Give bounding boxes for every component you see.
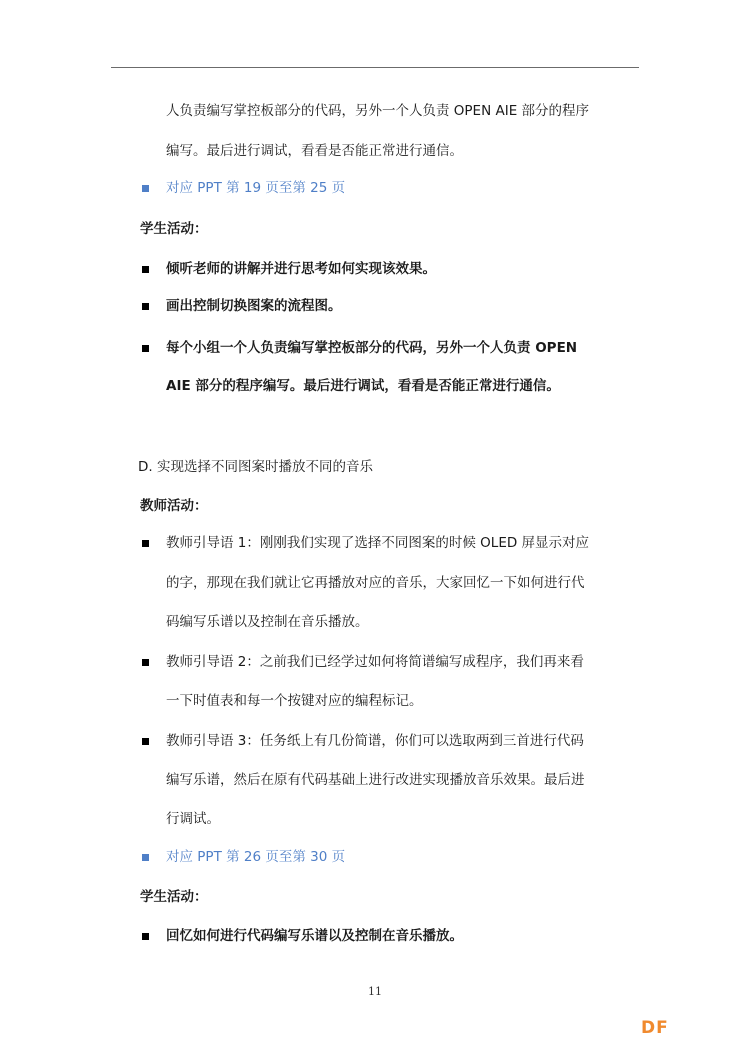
bullet-square-icon xyxy=(142,266,149,273)
ppt-reference: 对应 PPT 第 19 页至第 25 页 xyxy=(166,180,346,196)
body-line: 编写。最后进行调试，看看是否能正常进行通信。 xyxy=(166,143,463,159)
section-heading: 学生活动： xyxy=(140,221,208,237)
header-rule xyxy=(111,67,639,68)
bullet-square-icon xyxy=(142,303,149,310)
list-item: 教师引导语 2：之前我们已经学过如何将简谱编写成程序，我们再来看 xyxy=(166,654,584,670)
section-title: D. 实现选择不同图案时播放不同的音乐 xyxy=(138,459,373,475)
list-item-continuation: 码编写乐谱以及控制在音乐播放。 xyxy=(166,614,369,630)
ppt-reference: 对应 PPT 第 26 页至第 30 页 xyxy=(166,849,346,865)
bullet-square-icon xyxy=(142,854,149,861)
list-item: 教师引导语 1：刚刚我们实现了选择不同图案的时候 OLED 屏显示对应 xyxy=(166,535,590,551)
bullet-square-icon xyxy=(142,659,149,666)
bullet-square-icon xyxy=(142,185,149,192)
body-line: 人负责编写掌控板部分的代码，另外一个人负责 OPEN AIE 部分的程序 xyxy=(166,103,590,119)
df-logo-icon: DF xyxy=(641,1018,669,1038)
list-item-continuation: AIE 部分的程序编写。最后进行调试，看看是否能正常进行通信。 xyxy=(166,378,560,394)
bullet-square-icon xyxy=(142,933,149,940)
bullet-square-icon xyxy=(142,540,149,547)
list-item: 倾听老师的讲解并进行思考如何实现该效果。 xyxy=(166,261,436,277)
section-heading: 学生活动： xyxy=(140,889,208,905)
list-item: 画出控制切换图案的流程图。 xyxy=(166,298,342,314)
section-heading: 教师活动： xyxy=(140,498,208,514)
list-item: 回忆如何进行代码编写乐谱以及控制在音乐播放。 xyxy=(166,928,463,944)
list-item: 教师引导语 3：任务纸上有几份简谱，你们可以选取两到三首进行代码 xyxy=(166,733,584,749)
list-item: 每个小组一个人负责编写掌控板部分的代码，另外一个人负责 OPEN xyxy=(166,340,578,356)
page-number: 11 xyxy=(368,985,382,998)
bullet-square-icon xyxy=(142,345,149,352)
list-item-continuation: 一下时值表和每一个按键对应的编程标记。 xyxy=(166,693,423,709)
list-item-continuation: 的字，那现在我们就让它再播放对应的音乐，大家回忆一下如何进行代 xyxy=(166,575,585,591)
list-item-continuation: 编写乐谱，然后在原有代码基础上进行改进实现播放音乐效果。最后进 xyxy=(166,772,585,788)
list-item-continuation: 行调试。 xyxy=(166,811,220,827)
bullet-square-icon xyxy=(142,738,149,745)
